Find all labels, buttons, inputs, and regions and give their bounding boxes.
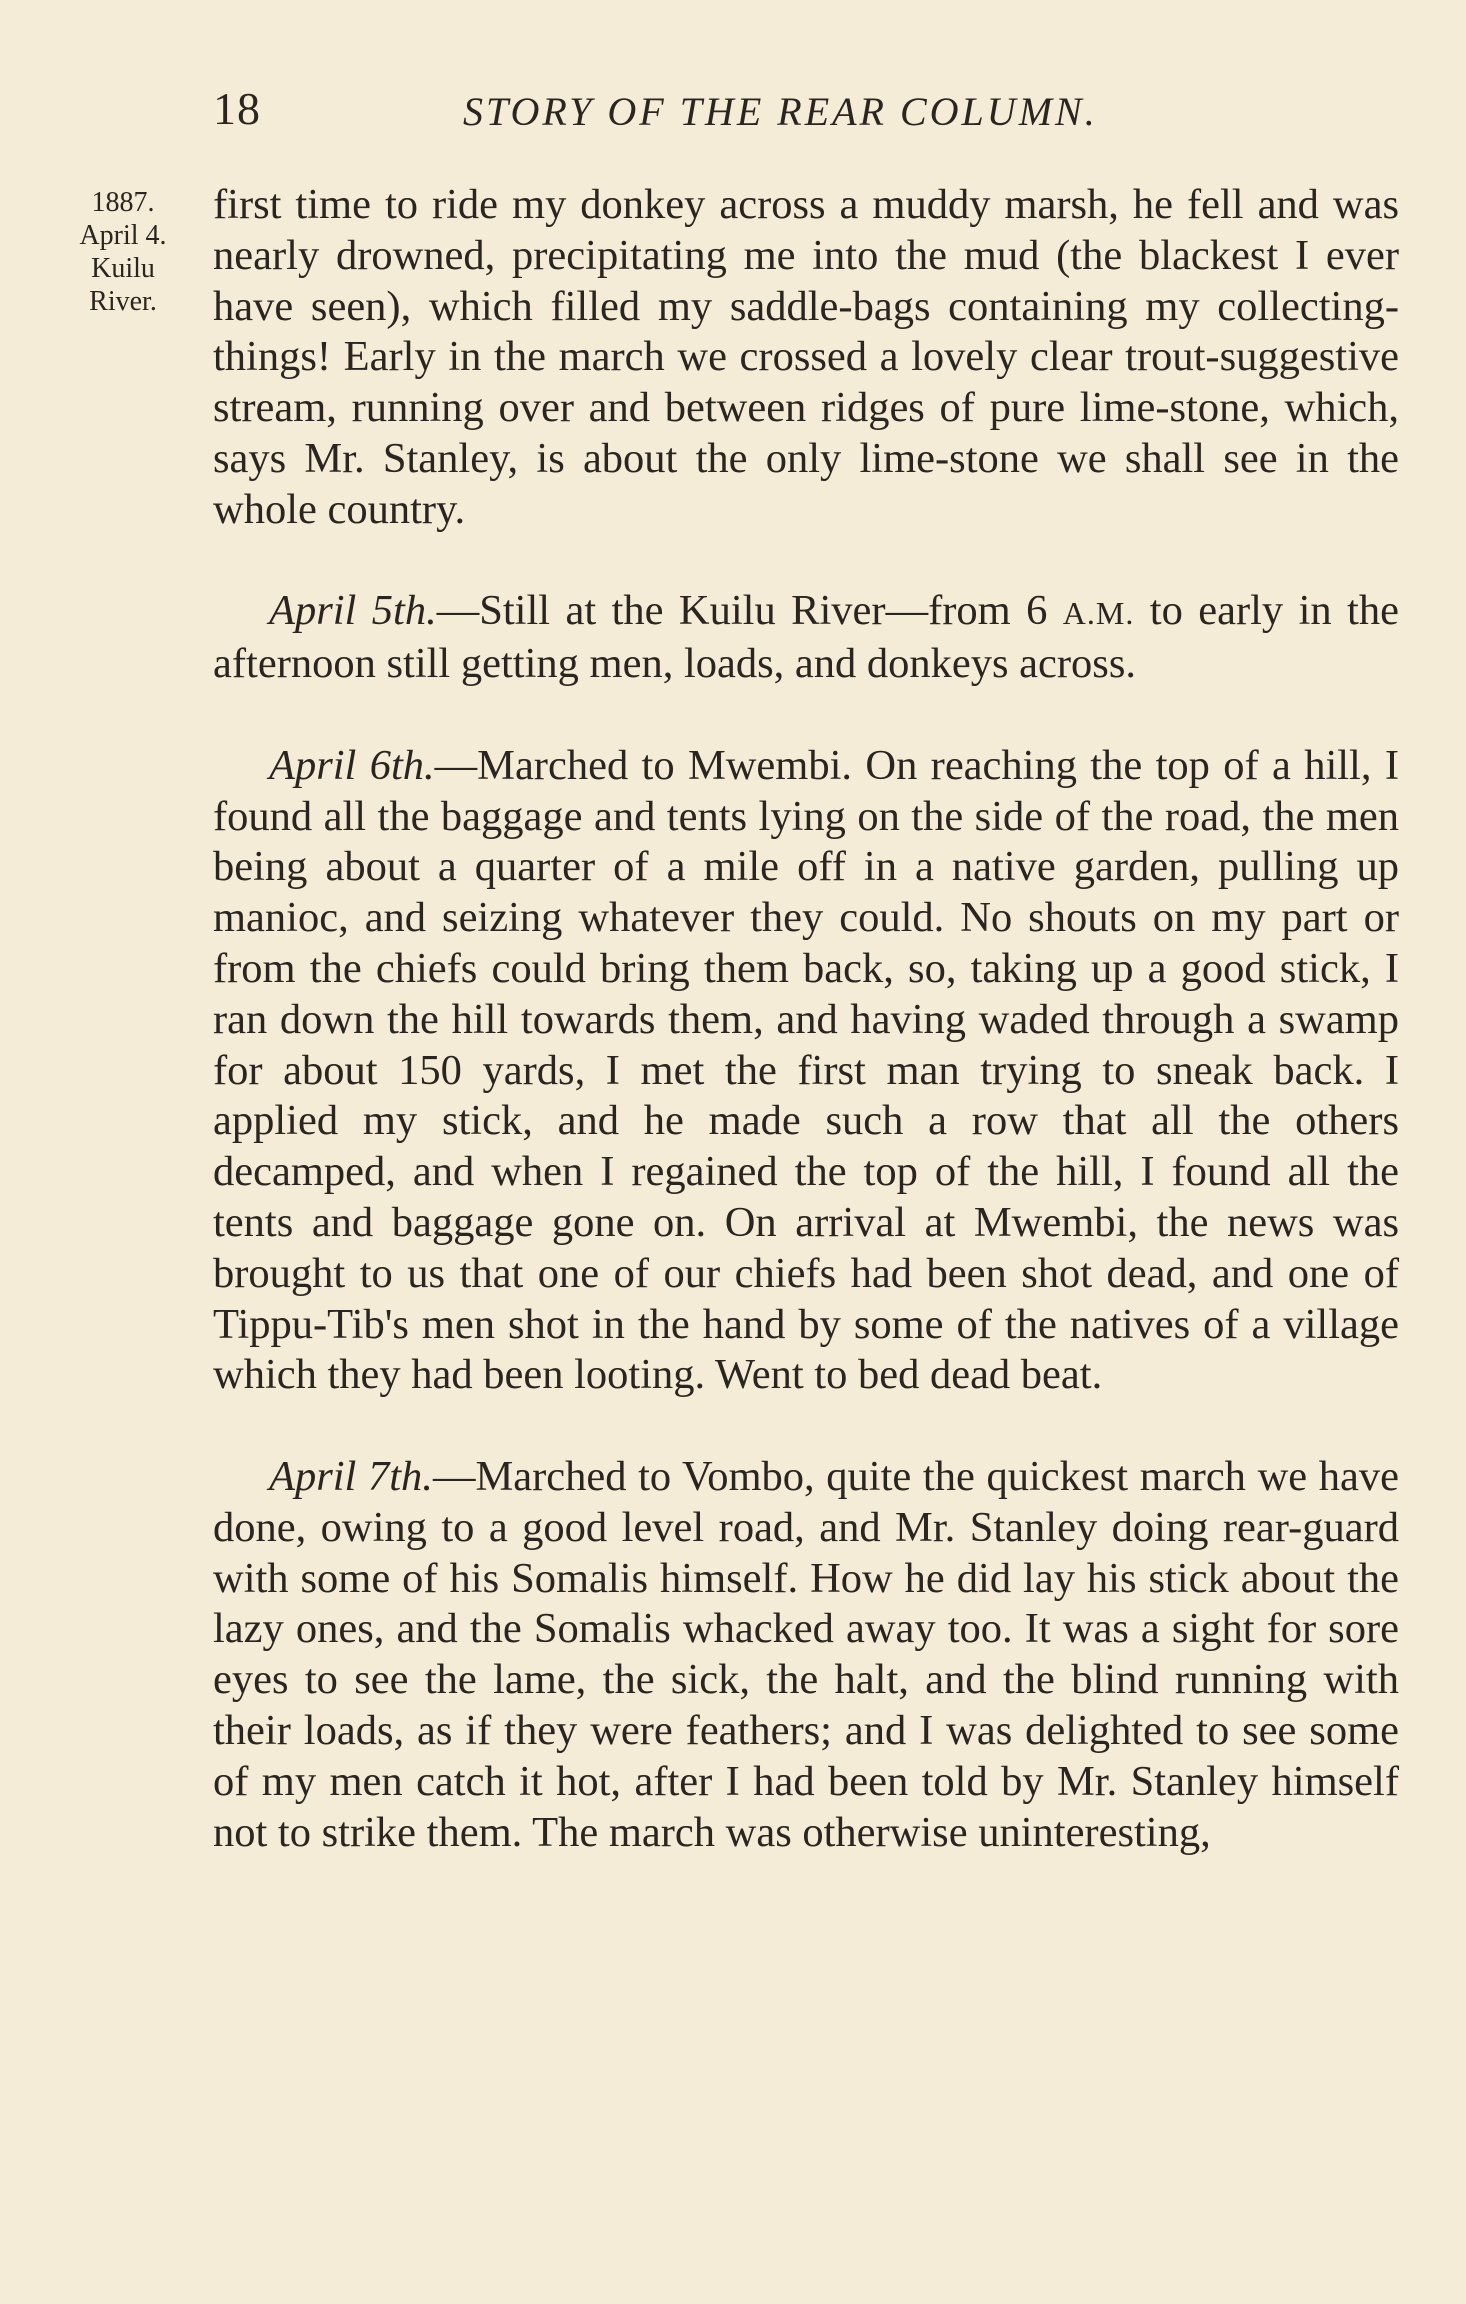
entry-date: April 6th. bbox=[269, 741, 435, 789]
page-header bbox=[213, 82, 1143, 142]
entry-date: April 7th. bbox=[269, 1452, 433, 1500]
entry-date: April 5th. bbox=[269, 587, 437, 635]
running-title: STORY OF THE REAR COLUMN. bbox=[463, 89, 1098, 134]
page-number: 18 bbox=[213, 83, 261, 134]
margin-note-place: Kuilu bbox=[91, 253, 155, 284]
margin-note-year: 1887. bbox=[91, 187, 155, 218]
time-abbreviation: A.M. bbox=[1062, 595, 1135, 632]
entry-text: —Still at the Kuilu River—from 6 bbox=[436, 587, 1063, 635]
entry-text-continued: to early in the afternoon still getting men, loads, and donkeys across. bbox=[213, 587, 1399, 688]
entry-text: —Marched to Vombo, quite the quickest march we have done, owing to a good level road, and Mr. Stanley doing rear-guard with some of his Somalis himself. How he did lay his stick about the lazy ones, and the Somalis whacked away too. It was a sight for sore eyes to see the lame, the sick, the halt, and the blind running with their loads, as if they were feathers; and I was delighted to see some of my men catch it hot, after I had been told by Mr. Stanley himself not to strike them. The march was otherwise uninteresting, bbox=[213, 1452, 1399, 1856]
margin-note-date: April 4. bbox=[79, 220, 167, 251]
entry-april-7 bbox=[213, 1452, 1399, 1858]
entry-text: —Marched to Mwembi. On reaching the top of a hill, I found all the baggage and tents lying on the side of the road, the men being about a quarter of a mile off in a native garden, pulling up manioc, and seizing whatever they could. No shouts on my part or from the chiefs could bring them back, so, taking up a good stick, I ran down the hill towards them, and having waded through a swamp for about 150 yards, I met the first man trying to sneak back. I applied my stick, and he made such a row that all the others decamped, and when I regained the top of the hill, I found all the tents and baggage gone on. On arrival at Mwembi, the news was brought to us that one of our chiefs had been shot dead, and one of Tippu-Tib's men shot in the hand by some of the natives of a village which they had been looting. Went to bed dead beat. bbox=[213, 741, 1399, 1399]
margin-notes bbox=[58, 186, 188, 318]
entry-april-5 bbox=[213, 586, 1399, 690]
paragraph-continued: first time to ride my donkey across a muddy marsh, he fell and was nearly drowned, precipitating me into the mud (the blackest I ever have seen), which filled my saddle-bags containing my collecting-things! Early in the march we crossed a lovely clear trout-suggestive stream, running over and between ridges of pure lime-stone, which, says Mr. Stanley, is about the only lime-stone we shall see in the whole country. bbox=[213, 181, 1399, 533]
margin-note-place-2: River. bbox=[89, 286, 157, 317]
body-text bbox=[213, 180, 1399, 1858]
entry-april-6 bbox=[213, 741, 1399, 1401]
